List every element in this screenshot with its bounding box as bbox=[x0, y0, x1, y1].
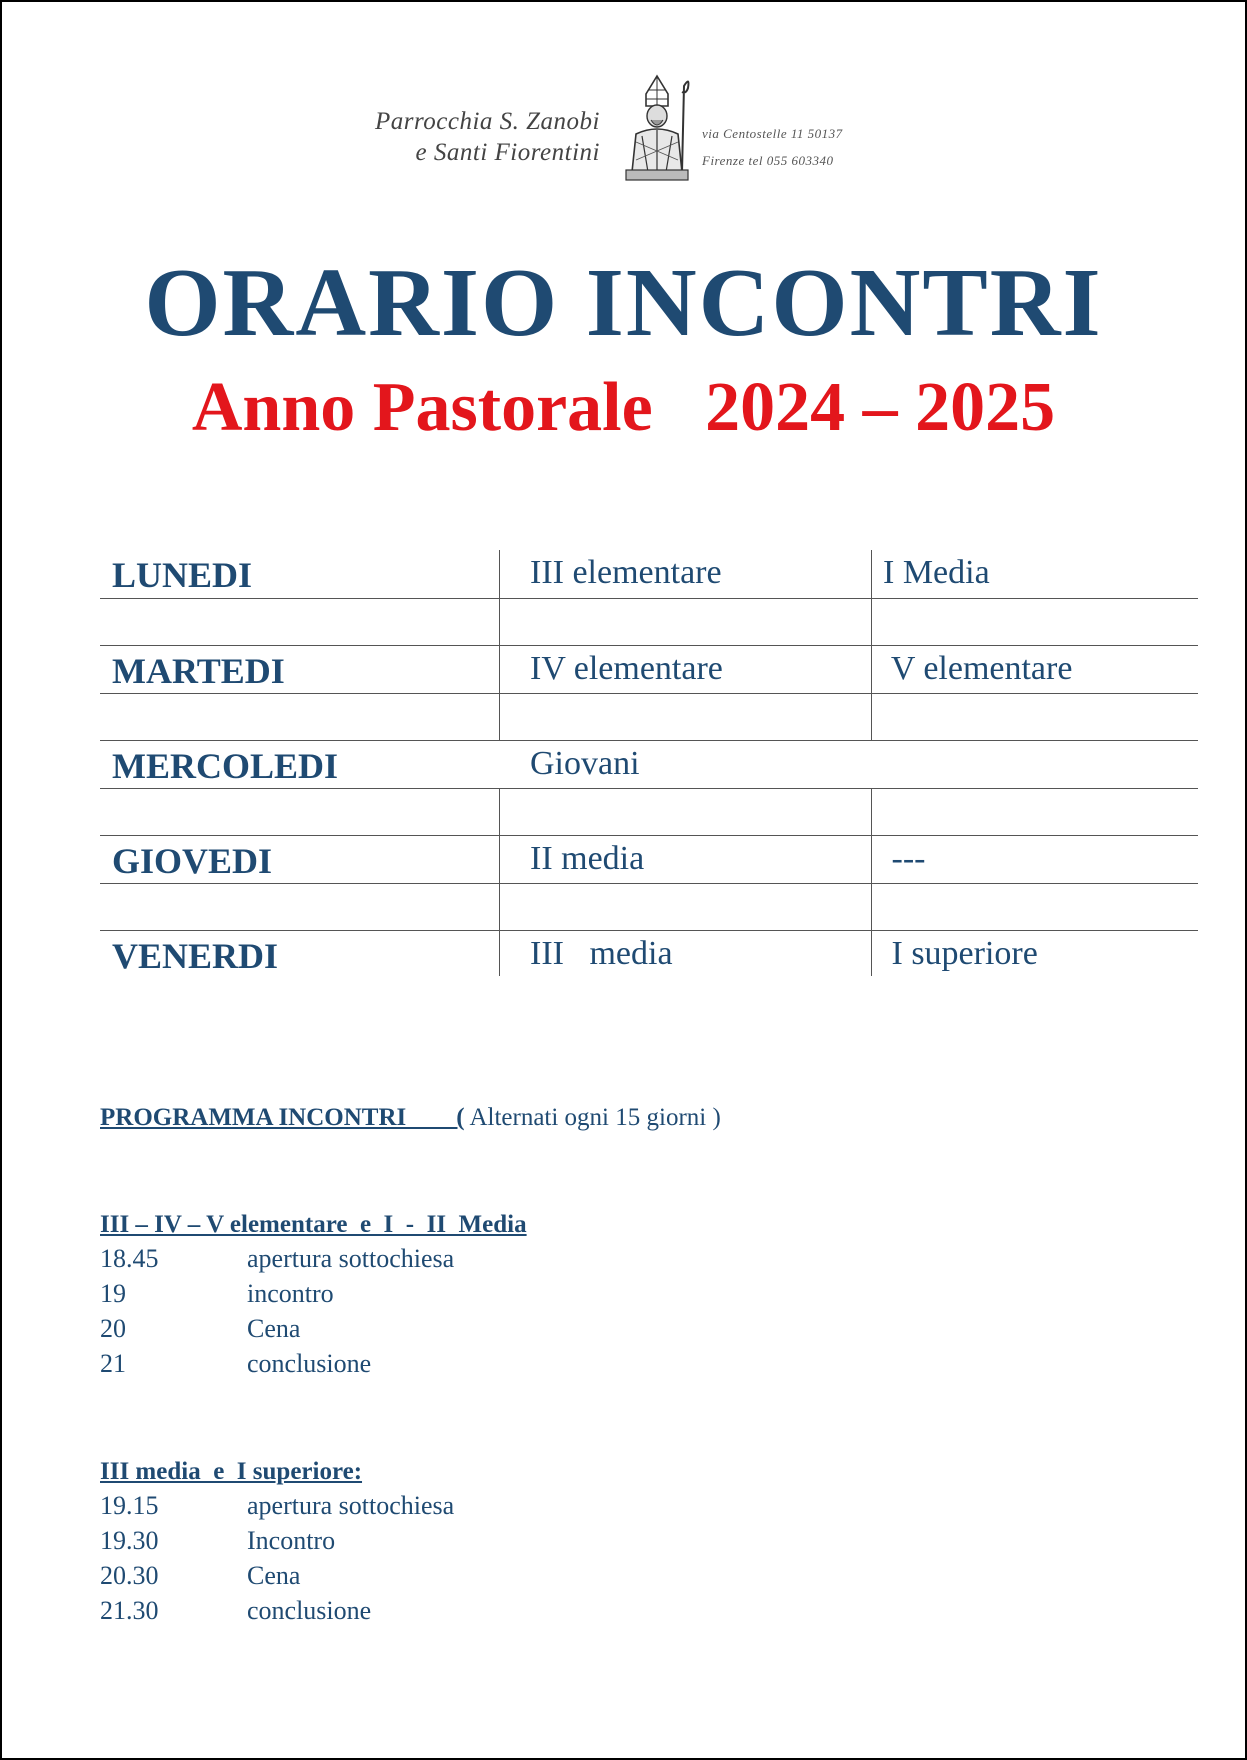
time: 19 bbox=[100, 1279, 126, 1308]
group-cell: V elementare bbox=[883, 650, 1073, 687]
day-label: MARTEDI bbox=[112, 651, 285, 691]
day-label: LUNEDI bbox=[112, 555, 253, 595]
time: 18.45 bbox=[100, 1244, 159, 1273]
table-column-rule bbox=[499, 550, 500, 740]
parish-line-2: e Santi Fiorentini bbox=[415, 139, 600, 166]
programma-note: Alternati ogni 15 giorni ) bbox=[464, 1104, 721, 1131]
table-rule bbox=[100, 930, 1198, 931]
parish-address bbox=[702, 120, 942, 174]
section-heading: III – IV – V elementare e I - II Media bbox=[100, 1211, 527, 1238]
time: 19.15 bbox=[100, 1491, 159, 1520]
activity: Cena bbox=[247, 1561, 301, 1590]
table-rule bbox=[100, 598, 1198, 599]
time: 21 bbox=[100, 1349, 126, 1378]
activity: conclusione bbox=[247, 1349, 372, 1378]
table-rule bbox=[100, 788, 1198, 789]
activity: apertura sottochiesa bbox=[247, 1491, 455, 1520]
group-cell: I Media bbox=[883, 554, 990, 591]
table-rule bbox=[100, 835, 1198, 836]
group-cell: Giovani bbox=[530, 745, 640, 782]
group-cell: III media bbox=[530, 935, 673, 972]
group-cell: IV elementare bbox=[530, 650, 723, 687]
table-column-rule bbox=[871, 788, 872, 976]
section-heading: III media e I superiore: bbox=[100, 1458, 363, 1485]
table-rule bbox=[100, 693, 1198, 694]
group-cell: II media bbox=[530, 840, 645, 877]
activity: Cena bbox=[247, 1314, 301, 1343]
programma-title: PROGRAMMA INCONTRI ( bbox=[100, 1104, 465, 1131]
activity: apertura sottochiesa bbox=[247, 1244, 455, 1273]
table-rule bbox=[100, 740, 1198, 741]
programma-heading bbox=[100, 1104, 721, 1132]
bishop-saint-seal-icon bbox=[618, 72, 696, 182]
schedule-table bbox=[100, 550, 1198, 976]
day-label: VENERDI bbox=[112, 936, 279, 976]
time: 20.30 bbox=[100, 1561, 159, 1590]
group-cell: --- bbox=[883, 840, 926, 877]
activity: Incontro bbox=[247, 1526, 336, 1555]
letterhead bbox=[360, 72, 920, 187]
activity: incontro bbox=[247, 1279, 334, 1308]
table-rule bbox=[100, 883, 1198, 884]
day-label: MERCOLEDI bbox=[112, 746, 339, 786]
table-column-rule bbox=[871, 550, 872, 740]
group-cell: III elementare bbox=[530, 554, 722, 591]
table-column-rule bbox=[499, 788, 500, 976]
table-rule bbox=[100, 645, 1198, 646]
address-line-2: Firenze tel 055 603340 bbox=[702, 153, 834, 168]
page-subtitle: Anno Pastorale 2024 – 2025 bbox=[191, 369, 1056, 446]
time: 19.30 bbox=[100, 1526, 159, 1555]
activity: conclusione bbox=[247, 1596, 372, 1625]
parish-name bbox=[360, 106, 600, 168]
parish-line-1: Parrocchia S. Zanobi bbox=[374, 108, 600, 135]
time: 21.30 bbox=[100, 1596, 159, 1625]
time: 20 bbox=[100, 1314, 126, 1343]
day-label: GIOVEDI bbox=[112, 841, 273, 881]
address-line-1: via Centostelle 11 50137 bbox=[702, 126, 843, 141]
group-cell: I superiore bbox=[883, 935, 1038, 972]
page-title: ORARIO INCONTRI bbox=[144, 249, 1103, 357]
